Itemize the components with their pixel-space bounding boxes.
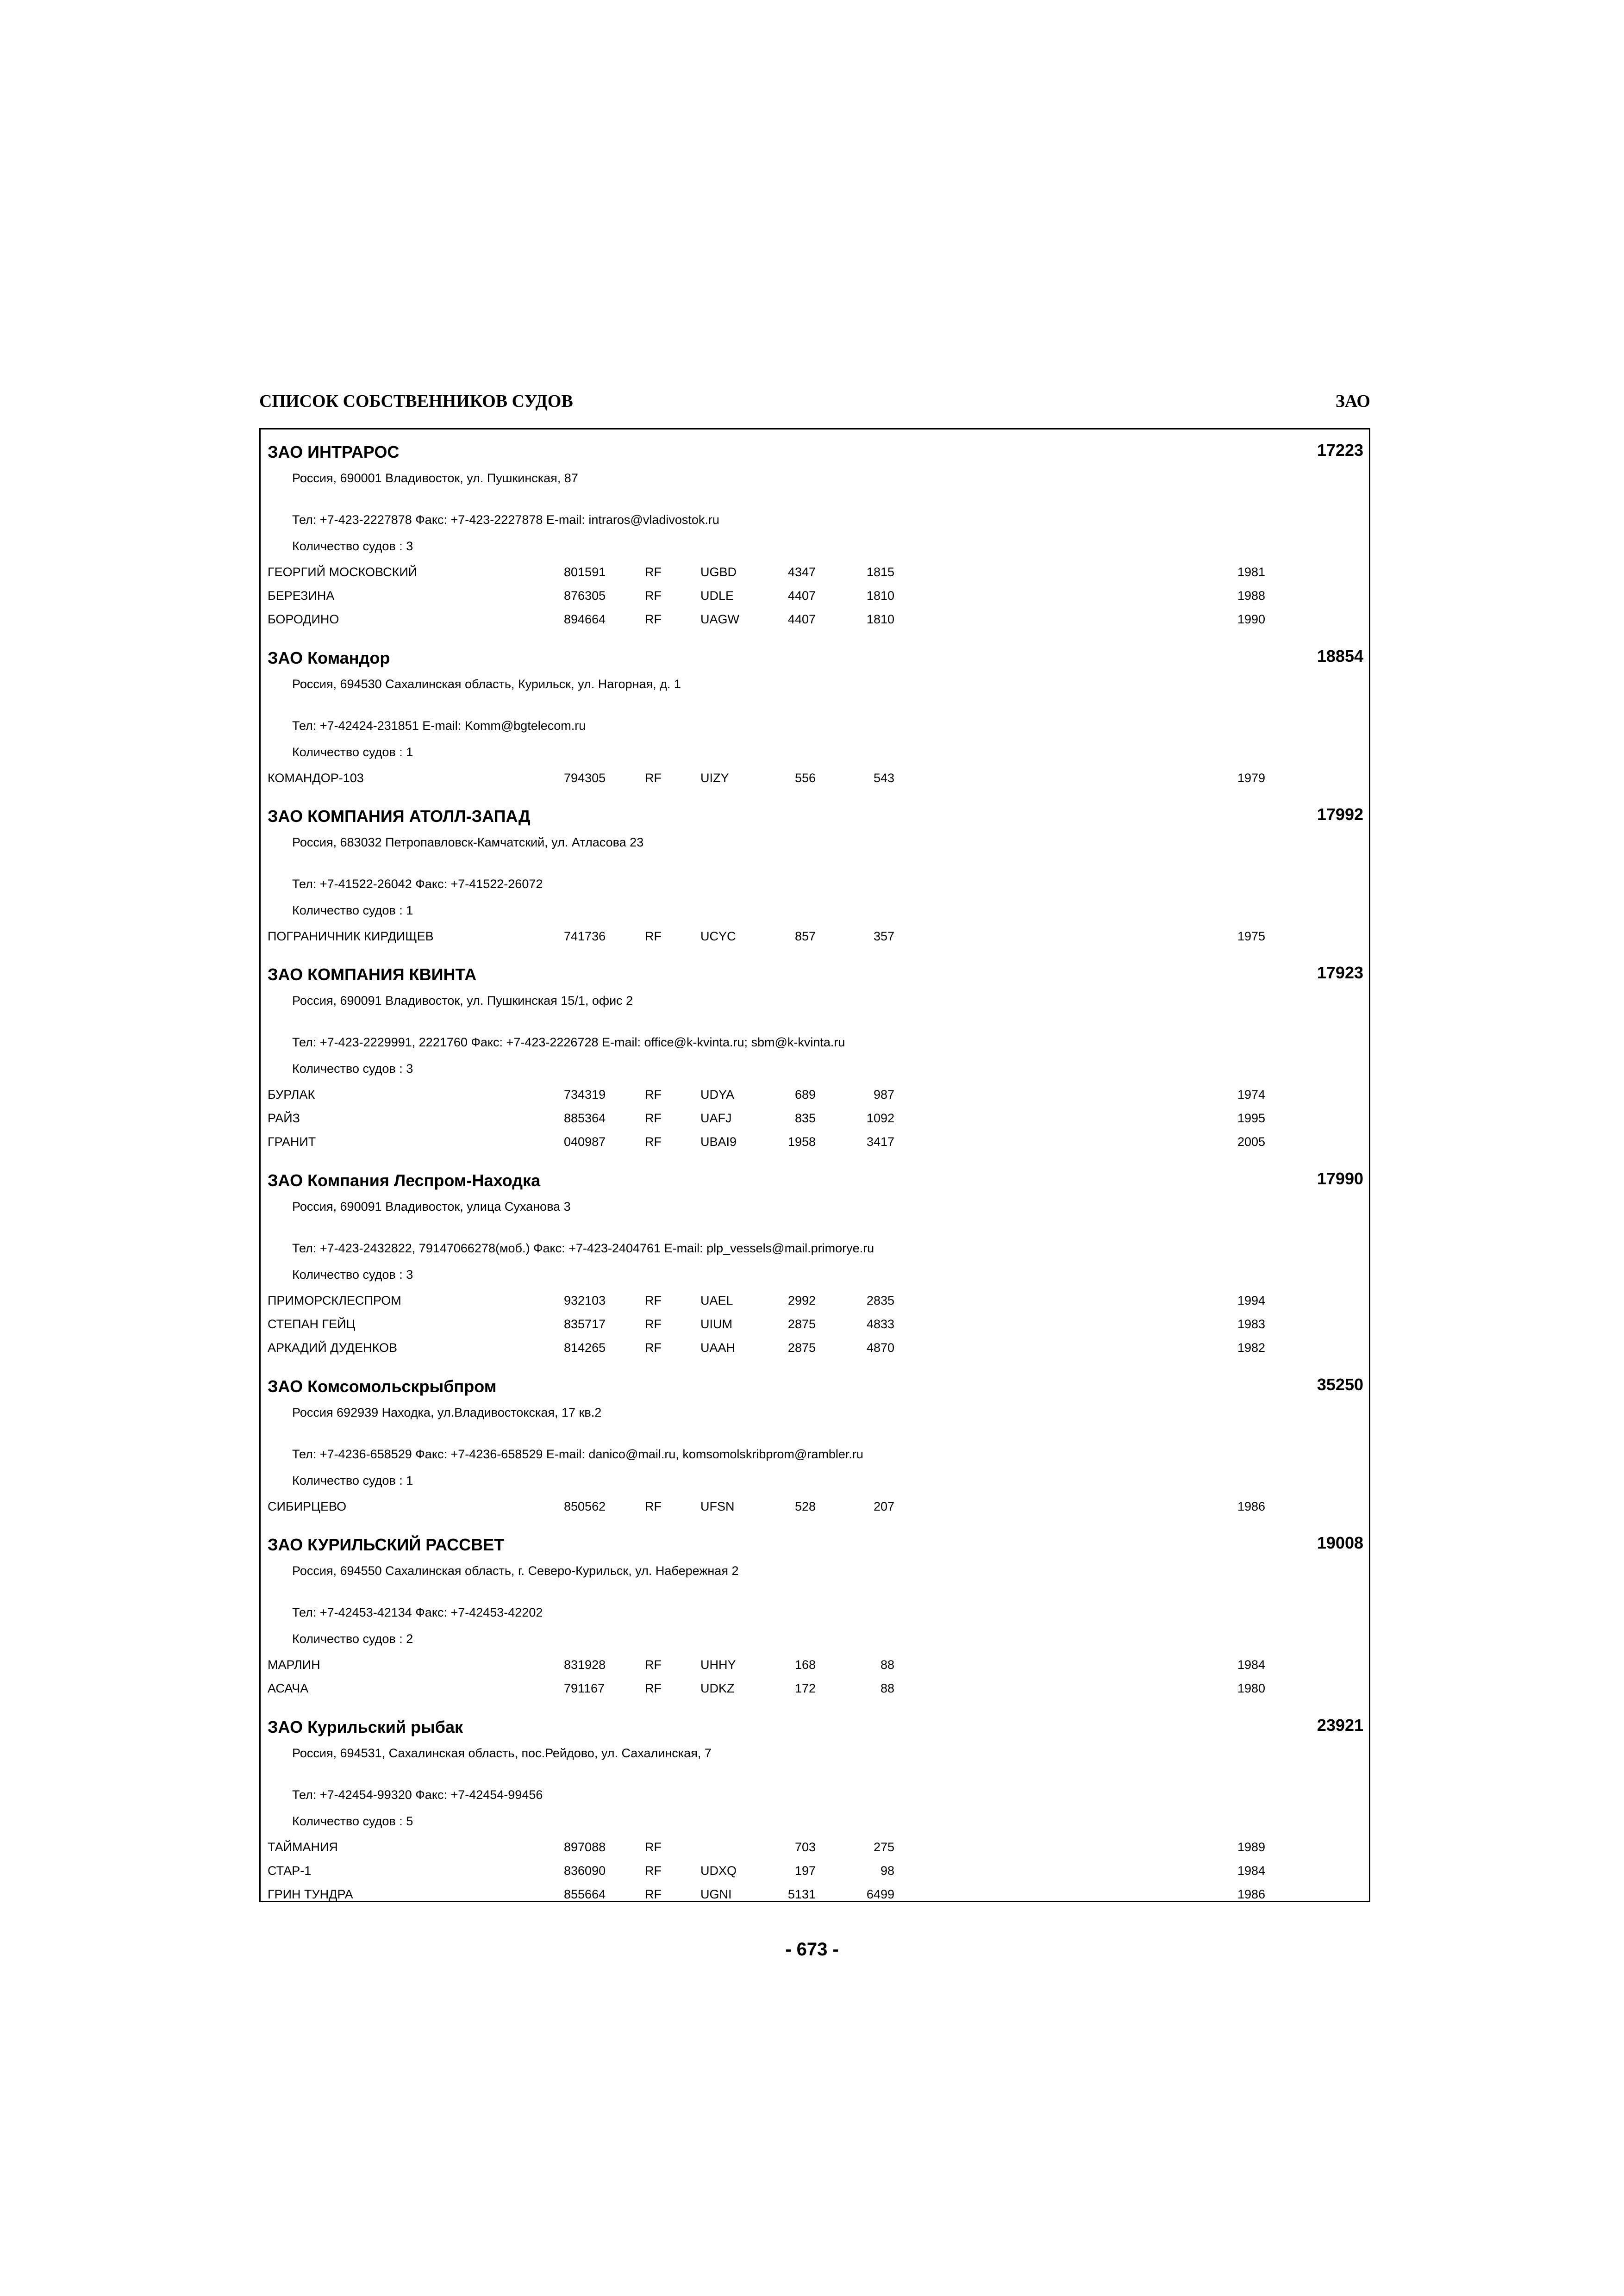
vessel-gt: 556 xyxy=(794,771,816,785)
vessel-row xyxy=(261,1088,1369,1106)
owner-address: Россия, 694530 Сахалинская область, Курильск, ул. Нагорная, д. 1 xyxy=(292,677,681,691)
vessel-callsign: UAEL xyxy=(700,1294,733,1307)
vessel-gt: 4347 xyxy=(787,565,816,579)
vessel-row xyxy=(261,929,1369,948)
vessel-row xyxy=(261,1840,1369,1859)
vessel-callsign: UAFJ xyxy=(700,1111,732,1125)
owner-contacts: Тел: +7-41522-26042 Факс: +7-41522-26072 xyxy=(292,877,543,891)
vessel-gt: 197 xyxy=(794,1864,816,1878)
owner-contacts: Тел: +7-423-2432822, 79147066278(моб.) Факс: +7-423-2404761 E-mail: plp_vessels@mail.primorye.ru xyxy=(292,1241,874,1255)
vessel-year: 1988 xyxy=(1237,589,1266,603)
vessel-dwt: 207 xyxy=(873,1500,894,1513)
vessel-flag: RF xyxy=(645,1341,662,1355)
owner-contacts: Тел: +7-423-2227878 Факс: +7-423-2227878 E-mail: intraros@vladivostok.ru xyxy=(292,513,719,527)
owner-address: Россия, 683032 Петропавловск-Камчатский, ул. Атласова 23 xyxy=(292,835,644,849)
running-head-section: ЗАО xyxy=(1335,392,1370,411)
vessel-dwt: 357 xyxy=(873,929,894,943)
owner-address: Россия, 694550 Сахалинская область, г. Северо-Курильск, ул. Набережная 2 xyxy=(292,1564,739,1578)
vessel-name: АРКАДИЙ ДУДЕНКОВ xyxy=(268,1341,398,1355)
vessel-callsign: UCYC xyxy=(700,929,736,943)
vessel-dwt: 4870 xyxy=(866,1341,894,1355)
owner-contacts: Тел: +7-42424-231851 E-mail: Komm@bgtelecom.ru xyxy=(292,719,586,733)
vessel-dwt: 1815 xyxy=(866,565,894,579)
vessel-callsign: UHHY xyxy=(700,1658,736,1672)
vessel-gt: 4407 xyxy=(787,589,816,603)
vessel-count: Количество судов : 1 xyxy=(292,745,413,759)
vessel-flag: RF xyxy=(645,771,662,785)
vessel-gt: 689 xyxy=(794,1088,816,1101)
vessel-row xyxy=(261,1500,1369,1518)
vessel-row xyxy=(261,1111,1369,1130)
vessel-name: АСАЧА xyxy=(268,1681,309,1695)
owner-name: ЗАО Командор xyxy=(268,648,390,667)
vessel-name: СТЕПАН ГЕЙЦ xyxy=(268,1317,356,1331)
vessel-callsign: UIZY xyxy=(700,771,729,785)
vessel-count: Количество судов : 1 xyxy=(292,1474,413,1487)
vessel-count: Количество судов : 3 xyxy=(292,1268,413,1282)
vessel-year: 2005 xyxy=(1237,1135,1266,1149)
vessel-dwt: 1092 xyxy=(866,1111,894,1125)
vessel-name: ТАЙМАНИЯ xyxy=(268,1840,338,1854)
vessel-dwt: 4833 xyxy=(866,1317,894,1331)
vessel-name: БОРОДИНО xyxy=(268,612,339,626)
vessel-dwt: 543 xyxy=(873,771,894,785)
owners-frame xyxy=(259,428,1370,1902)
vessel-year: 1984 xyxy=(1237,1658,1266,1672)
vessel-gt: 1958 xyxy=(787,1135,816,1149)
owner-name: ЗАО КОМПАНИЯ АТОЛЛ-ЗАПАД xyxy=(268,807,531,826)
owner-address: Россия 692939 Находка, ул.Владивостокская, 17 кв.2 xyxy=(292,1406,602,1419)
vessel-gt: 2992 xyxy=(787,1294,816,1307)
vessel-flag: RF xyxy=(645,612,662,626)
owner-id: 35250 xyxy=(1317,1375,1363,1394)
vessel-year: 1986 xyxy=(1237,1887,1266,1901)
vessel-imo: 814265 xyxy=(564,1341,606,1355)
vessel-row xyxy=(261,1658,1369,1676)
vessel-name: ГРАНИТ xyxy=(268,1135,316,1149)
running-head xyxy=(259,391,1370,419)
vessel-flag: RF xyxy=(645,1658,662,1672)
owner-name: ЗАО КОМПАНИЯ КВИНТА xyxy=(268,965,477,984)
vessel-callsign: UBAI9 xyxy=(700,1135,737,1149)
vessel-name: КОМАНДОР-103 xyxy=(268,771,364,785)
vessel-imo: 836090 xyxy=(564,1864,606,1878)
vessel-row xyxy=(261,1294,1369,1312)
vessel-flag: RF xyxy=(645,565,662,579)
owner-id: 19008 xyxy=(1317,1533,1363,1552)
vessel-year: 1983 xyxy=(1237,1317,1266,1331)
vessel-flag: RF xyxy=(645,1681,662,1695)
vessel-row xyxy=(261,771,1369,790)
owner-contacts: Тел: +7-42454-99320 Факс: +7-42454-99456 xyxy=(292,1788,543,1802)
vessel-name: ГРИН ТУНДРА xyxy=(268,1887,353,1901)
vessel-flag: RF xyxy=(645,1111,662,1125)
vessel-dwt: 1810 xyxy=(866,612,894,626)
vessel-imo: 897088 xyxy=(564,1840,606,1854)
vessel-year: 1995 xyxy=(1237,1111,1266,1125)
vessel-dwt: 275 xyxy=(873,1840,894,1854)
vessel-imo: 932103 xyxy=(564,1294,606,1307)
vessel-imo: 040987 xyxy=(564,1135,606,1149)
vessel-name: РАЙЗ xyxy=(268,1111,300,1125)
vessel-gt: 168 xyxy=(794,1658,816,1672)
vessel-name: ПРИМОРСКЛЕСПРОМ xyxy=(268,1294,401,1307)
vessel-row xyxy=(261,612,1369,631)
vessel-flag: RF xyxy=(645,1294,662,1307)
vessel-flag: RF xyxy=(645,929,662,943)
vessel-year: 1981 xyxy=(1237,565,1266,579)
vessel-year: 1975 xyxy=(1237,929,1266,943)
vessel-gt: 2875 xyxy=(787,1317,816,1331)
vessel-imo: 835717 xyxy=(564,1317,606,1331)
vessel-name: СИБИРЦЕВО xyxy=(268,1500,347,1513)
vessel-flag: RF xyxy=(645,1864,662,1878)
vessel-row xyxy=(261,1681,1369,1700)
vessel-row xyxy=(261,1341,1369,1359)
vessel-gt: 528 xyxy=(794,1500,816,1513)
owner-address: Россия, 690001 Владивосток, ул. Пушкинская, 87 xyxy=(292,471,578,485)
vessel-row xyxy=(261,589,1369,607)
vessel-callsign: UDLE xyxy=(700,589,734,603)
vessel-imo: 791167 xyxy=(564,1681,605,1695)
vessel-callsign: UAAH xyxy=(700,1341,736,1355)
vessel-callsign: UFSN xyxy=(700,1500,735,1513)
vessel-row xyxy=(261,1135,1369,1153)
vessel-count: Количество судов : 5 xyxy=(292,1814,413,1828)
vessel-flag: RF xyxy=(645,1135,662,1149)
vessel-count: Количество судов : 3 xyxy=(292,1062,413,1076)
owner-name: ЗАО Компания Леспром-Находка xyxy=(268,1171,541,1190)
vessel-row xyxy=(261,1887,1369,1906)
running-head-title: СПИСОК СОБСТВЕННИКОВ СУДОВ xyxy=(259,392,573,411)
vessel-count: Количество судов : 3 xyxy=(292,539,413,553)
owner-id: 23921 xyxy=(1317,1716,1363,1735)
vessel-callsign: UDXQ xyxy=(700,1864,737,1878)
vessel-dwt: 2835 xyxy=(866,1294,894,1307)
vessel-name: МАРЛИН xyxy=(268,1658,320,1672)
vessel-name: БЕРЕЗИНА xyxy=(268,589,335,603)
vessel-imo: 885364 xyxy=(564,1111,606,1125)
vessel-dwt: 3417 xyxy=(866,1135,894,1149)
vessel-callsign: UDYA xyxy=(700,1088,735,1101)
owner-name: ЗАО Курильский рыбак xyxy=(268,1717,463,1736)
vessel-gt: 5131 xyxy=(787,1887,816,1901)
vessel-gt: 835 xyxy=(794,1111,816,1125)
vessel-callsign: UIUM xyxy=(700,1317,732,1331)
vessel-callsign: UDKZ xyxy=(700,1681,735,1695)
vessel-count: Количество судов : 2 xyxy=(292,1632,413,1646)
vessel-name: ГЕОРГИЙ МОСКОВСКИЙ xyxy=(268,565,418,579)
vessel-flag: RF xyxy=(645,589,662,603)
vessel-imo: 850562 xyxy=(564,1500,606,1513)
vessel-year: 1974 xyxy=(1237,1088,1266,1101)
vessel-gt: 4407 xyxy=(787,612,816,626)
vessel-gt: 703 xyxy=(794,1840,816,1854)
vessel-name: СТАР-1 xyxy=(268,1864,312,1878)
owner-address: Россия, 690091 Владивосток, улица Суханова 3 xyxy=(292,1200,571,1213)
vessel-imo: 894664 xyxy=(564,612,606,626)
vessel-callsign: UGBD xyxy=(700,565,737,579)
owner-id: 18854 xyxy=(1317,647,1363,666)
owner-contacts: Тел: +7-4236-658529 Факс: +7-4236-658529 E-mail: danico@mail.ru, komsomolskribprom@rambler.ru xyxy=(292,1447,863,1461)
vessel-flag: RF xyxy=(645,1088,662,1101)
vessel-callsign: UGNI xyxy=(700,1887,732,1901)
vessel-year: 1989 xyxy=(1237,1840,1266,1854)
vessel-gt: 2875 xyxy=(787,1341,816,1355)
owner-id: 17923 xyxy=(1317,963,1363,982)
vessel-year: 1994 xyxy=(1237,1294,1266,1307)
vessel-gt: 857 xyxy=(794,929,816,943)
vessel-dwt: 987 xyxy=(873,1088,894,1101)
vessel-gt: 172 xyxy=(794,1681,816,1695)
vessel-row xyxy=(261,1317,1369,1336)
owner-contacts: Тел: +7-423-2229991, 2221760 Факс: +7-423-2226728 E-mail: office@k-kvinta.ru; sbm@k-kvinta.ru xyxy=(292,1035,845,1049)
owner-name: ЗАО КУРИЛЬСКИЙ РАССВЕТ xyxy=(268,1535,505,1554)
vessel-dwt: 1810 xyxy=(866,589,894,603)
vessel-name: БУРЛАК xyxy=(268,1088,315,1101)
page-number: - 673 - xyxy=(785,1939,839,1960)
vessel-row xyxy=(261,1864,1369,1882)
owner-id: 17992 xyxy=(1317,805,1363,824)
owner-address: Россия, 694531, Сахалинская область, пос.Рейдово, ул. Сахалинская, 7 xyxy=(292,1746,712,1760)
vessel-year: 1979 xyxy=(1237,771,1266,785)
vessel-imo: 855664 xyxy=(564,1887,606,1901)
vessel-year: 1980 xyxy=(1237,1681,1266,1695)
owner-name: ЗАО ИНТРАРОС xyxy=(268,442,400,461)
owner-name: ЗАО Комсомольскрыбпром xyxy=(268,1377,497,1396)
owner-contacts: Тел: +7-42453-42134 Факс: +7-42453-42202 xyxy=(292,1605,543,1619)
vessel-dwt: 6499 xyxy=(866,1887,894,1901)
vessel-callsign: UAGW xyxy=(700,612,739,626)
vessel-imo: 741736 xyxy=(564,929,606,943)
vessel-imo: 801591 xyxy=(564,565,606,579)
owner-address: Россия, 690091 Владивосток, ул. Пушкинская 15/1, офис 2 xyxy=(292,994,633,1008)
vessel-year: 1982 xyxy=(1237,1341,1266,1355)
vessel-year: 1984 xyxy=(1237,1864,1266,1878)
vessel-flag: RF xyxy=(645,1887,662,1901)
vessel-count: Количество судов : 1 xyxy=(292,903,413,917)
vessel-flag: RF xyxy=(645,1840,662,1854)
vessel-row xyxy=(261,565,1369,584)
vessel-flag: RF xyxy=(645,1500,662,1513)
vessel-imo: 794305 xyxy=(564,771,606,785)
vessel-dwt: 88 xyxy=(880,1658,894,1672)
owner-id: 17990 xyxy=(1317,1169,1363,1188)
vessel-flag: RF xyxy=(645,1317,662,1331)
vessel-year: 1990 xyxy=(1237,612,1266,626)
vessel-dwt: 88 xyxy=(880,1681,894,1695)
owner-id: 17223 xyxy=(1317,441,1363,460)
vessel-imo: 734319 xyxy=(564,1088,606,1101)
vessel-dwt: 98 xyxy=(880,1864,894,1878)
vessel-name: ПОГРАНИЧНИК КИРДИЩЕВ xyxy=(268,929,434,943)
vessel-imo: 876305 xyxy=(564,589,606,603)
vessel-imo: 831928 xyxy=(564,1658,606,1672)
vessel-year: 1986 xyxy=(1237,1500,1266,1513)
